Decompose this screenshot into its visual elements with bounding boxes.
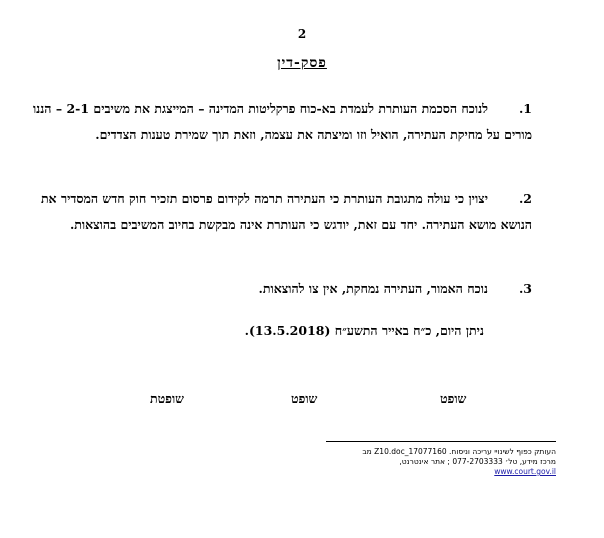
footer-file-name: 17077160_Z10.doc [374, 447, 447, 456]
footer-line-3 [494, 467, 556, 477]
paragraph-text: יצוין כי עולה מתגובת העותרת כי העתירה תרמה לקידום פרסום תזכיר חוק חדש המסדיר את הנושא מושא העתירה. יחד עם זאת, יודגש כי העותרת אינה מבקשת בחיוב המשיבים בהוצאות. [40, 191, 532, 232]
given-date-line: ניתן היום, כ״ח באייר התשע״ח (13.5.2018). [244, 323, 484, 338]
document-title: פסק-דין [277, 55, 327, 71]
page-number: 2 [297, 27, 307, 41]
judge-signature-middle: שופט [291, 391, 318, 406]
paragraph-3 [30, 276, 532, 302]
paragraph-number: 3. [518, 281, 532, 296]
footer-code: מב [362, 447, 372, 456]
judge-signature-right: שופט [440, 391, 467, 406]
footer-line-1 [362, 447, 556, 457]
paragraph-text: נוכח האמור, העתירה נמחקת, אין צו להוצאות. [258, 281, 488, 296]
judge-signature-left: שופטת [150, 391, 185, 406]
footer-divider [326, 441, 556, 442]
footer-line-2: מרכז מידע, טל׳ 077-2703333 ; אתר אינטרנט, [399, 457, 556, 466]
paragraph-number: 1. [518, 101, 532, 116]
paragraph-2 [30, 186, 532, 238]
footer-notice: העותק כפוף לשינויי עריכה וניסוח. [449, 447, 556, 456]
paragraph-1 [30, 96, 532, 148]
paragraph-text: לנוכח הסכמת העותרת לעמדת בא-כוח פרקליטות המדינה – המייצגת את משיבים 2-1 – הננו מורים על מחיקת העתירה, הואיל וזו ומיצתה את עצמה, וזאת תוך שמירת טענות הצדדים. [32, 101, 532, 142]
court-website-link[interactable]: www.court.gov.il [494, 467, 556, 476]
paragraph-number: 2. [518, 191, 532, 206]
